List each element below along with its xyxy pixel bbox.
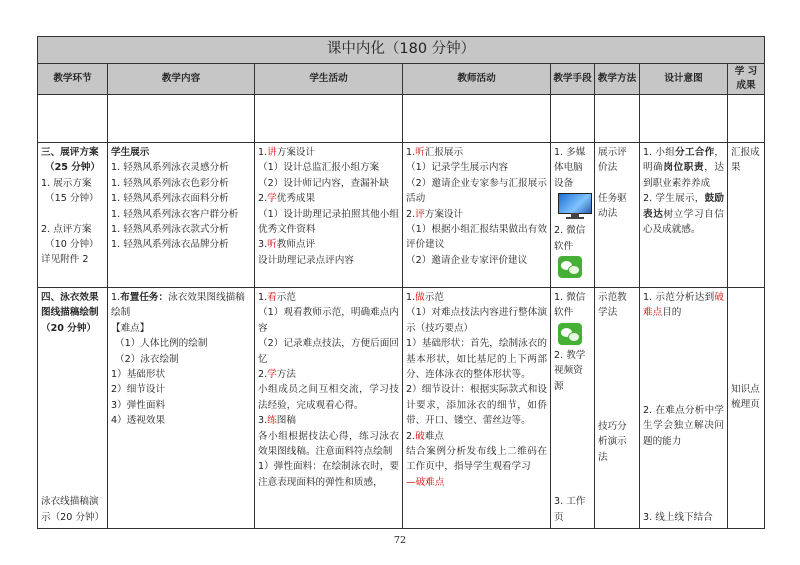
page-number: 72 bbox=[393, 535, 407, 546]
means-text: 1. 微信软件 bbox=[554, 292, 586, 319]
lesson-plan-table bbox=[37, 36, 765, 529]
list-item: 1. 轻熟风系列泳衣品牌分析 bbox=[111, 239, 229, 251]
table-row bbox=[38, 288, 765, 529]
activity-line: （1）设计助理记录拍照其他小组优秀文件资料 bbox=[258, 208, 399, 236]
means-cell bbox=[551, 143, 595, 288]
activity-line: （2）邀请企业专家评价建议 bbox=[406, 254, 528, 266]
result-cell bbox=[728, 143, 765, 288]
activity-line: （2）记录难点技法，方便后面回忆 bbox=[258, 338, 399, 365]
keyword: 听 bbox=[267, 239, 277, 251]
header-method: 教学方法 bbox=[595, 64, 640, 95]
header-stage: 教学环节 bbox=[38, 64, 108, 95]
activity-line: （1）设计总监汇报小组方案 bbox=[258, 162, 380, 174]
list-item: 4）透视效果 bbox=[111, 415, 166, 427]
teacher-cell: 1.做示范 （1）对难点技法内容进行整体演示（技巧要点） 1）基础形状：首先，绘制泳衣的基本形状，如比基尼的上下两部分、连体泳衣的整体形状等。 2）细节设计：根据实际款式和设计要求，添加泳衣的细节，如侨带、开口、镂空、蕾丝边等。 2.破难点 结合案例分析发布线上二维码在工作页中，指导学生观看学习 —破难点 bbox=[403, 288, 551, 529]
method-text: 技巧分析演示法 bbox=[598, 420, 627, 463]
keyword: 评 bbox=[415, 208, 425, 220]
title-row bbox=[38, 37, 765, 64]
stage-cell bbox=[38, 288, 108, 529]
activity-line: 设计助理记录点评内容 bbox=[258, 254, 354, 266]
stage-line: （10 分钟） bbox=[45, 239, 99, 251]
list-item: 1. 轻熟风系列泳衣款式分析 bbox=[111, 224, 229, 236]
keyword: 讲 bbox=[267, 147, 277, 158]
list-item: 1. 轻熟风系列泳衣色彩分析 bbox=[111, 177, 229, 189]
keyword: 做 bbox=[415, 292, 425, 303]
activity-line: （2）邀请企业专家参与汇报展示活动 bbox=[406, 177, 547, 205]
intent-cell: 1. 示范分析达到破难点目的 2. 在难点分析中学生学会独立解决问题的能力 3. 线上线下结合 bbox=[640, 288, 728, 529]
method-cell bbox=[595, 288, 640, 529]
teacher-cell: 1.听汇报展示 （1）记录学生展示内容 （2）邀请企业专家参与汇报展示活动 2.评方案设计 （1）根据小组汇报结果做出有效评价建议 （2）邀请企业专家评价建议 bbox=[403, 143, 551, 288]
method-text: 示范教学法 bbox=[598, 292, 627, 319]
keyword: 练 bbox=[267, 415, 277, 427]
stage-line: 详见附件 2 bbox=[41, 254, 89, 266]
header-intent: 设计意图 bbox=[640, 64, 728, 95]
keyword: 破 bbox=[415, 430, 425, 442]
stage-line: 泳衣线描稿演示（20 分钟） bbox=[41, 496, 105, 523]
means-text: 2. 教学视频资源 bbox=[554, 349, 586, 392]
activity-line: （1）根据小组汇报结果做出有效评价建议 bbox=[406, 224, 547, 251]
intent-text: 3. 线上线下结合 bbox=[643, 511, 713, 523]
activity-line: （1）对难点技法内容进行整体演示（技巧要点） bbox=[406, 307, 547, 334]
blank-row bbox=[38, 95, 765, 143]
wechat-icon bbox=[558, 256, 582, 278]
header-result: 学 习成果 bbox=[728, 64, 765, 95]
keyword: 学 bbox=[267, 369, 277, 381]
header-teacher: 教师活动 bbox=[403, 64, 551, 95]
method-cell bbox=[595, 143, 640, 288]
intent-cell: 1. 小组分工合作，明确岗位职责，达到职业素养养成 2. 学生展示，鼓励表达树立学习自信心及成就感。 bbox=[640, 143, 728, 288]
list-item: 1. 轻熟风系列泳衣灵感分析 bbox=[111, 162, 229, 174]
stage-cell bbox=[38, 143, 108, 288]
method-text: 展示评价法 bbox=[598, 147, 627, 174]
stage-line: 2. 点评方案 bbox=[41, 223, 92, 235]
list-item: 2）细节设计 bbox=[111, 384, 166, 396]
keyword: 学 bbox=[267, 193, 277, 205]
list-item: 3）弹性面料 bbox=[111, 399, 166, 411]
activity-line: 2）细节设计：根据实际款式和设计要求，添加泳衣的细节，如侨带、开口、镂空、蕾丝边等。 bbox=[406, 384, 547, 427]
header-means: 教学手段 bbox=[551, 64, 595, 95]
table-title: 课中内化（180 分钟） bbox=[38, 37, 765, 64]
result-text: 知识点梳理页 bbox=[731, 384, 760, 411]
computer-monitor-icon bbox=[558, 193, 592, 219]
activity-line: 1）基础形状：首先，绘制泳衣的基本形状，如比基尼的上下两部分、连体泳衣的整体形状等。 bbox=[406, 338, 547, 381]
student-cell: 1.讲方案设计 （1）设计总监汇报小组方案 （2）设计师记内容，查漏补缺 2.学优秀成果 （1）设计助理记录拍照其他小组优秀文件资料 3.听教师点评 设计助理记录点评内容 bbox=[255, 143, 403, 288]
list-item: 1. 轻熟风系列泳衣面料分析 bbox=[111, 193, 229, 205]
stage-line: （15 分钟） bbox=[45, 193, 99, 205]
content-title: 学生展示 bbox=[111, 147, 150, 158]
activity-line: —破难点 bbox=[406, 476, 445, 488]
result-text: 汇报成果 bbox=[731, 147, 760, 174]
stage-duration: （25 分钟） bbox=[45, 162, 101, 174]
stage-title: 三、展评方案 bbox=[41, 147, 99, 158]
list-item: 1. 轻熟风系列泳衣客户群分析 bbox=[111, 208, 239, 220]
activity-line: 结合案例分析发布线上二维码在工作页中，指导学生观看学习 bbox=[406, 446, 547, 473]
activity-line: 小组成员之间互相交流，学习技法经验，完成观看心得。 bbox=[258, 384, 399, 411]
list-item: （1）人体比例的绘制 bbox=[115, 338, 208, 350]
keyword: 看 bbox=[267, 292, 277, 303]
method-text: 任务驱动法 bbox=[598, 192, 627, 220]
student-cell: 1.看示范 （1）观看教师示范，明确难点内容 （2）记录难点技法，方便后面回忆 2.学方法 小组成员之间互相交流，学习技法经验，完成观看心得。 3.练图稿 各小组根据技法心得，练习泳衣效果图线稿。注意面料符点绘制 1）弹性面料：在绘制泳衣时，要注意表现面料的弹性和质感， bbox=[255, 288, 403, 529]
wechat-icon bbox=[558, 323, 582, 345]
content-cell bbox=[108, 143, 255, 288]
activity-line: （2）设计师记内容，查漏补缺 bbox=[258, 177, 389, 189]
header-content: 教学内容 bbox=[108, 64, 255, 95]
keyword: 破难点 bbox=[643, 292, 724, 319]
activity-line: （1）记录学生展示内容 bbox=[406, 162, 509, 174]
result-cell bbox=[728, 288, 765, 529]
list-item: （2）泳衣绘制 bbox=[115, 353, 179, 365]
list-item: 1）基础形状 bbox=[111, 369, 166, 381]
means-text: 2. 微信软件 bbox=[554, 225, 586, 252]
activity-line: （1）观看教师示范，明确难点内容 bbox=[258, 307, 399, 334]
content-tag: 【难点】 bbox=[111, 322, 150, 334]
stage-title: 四、泳衣效果图线描稿绘制（20 分钟） bbox=[41, 292, 99, 334]
keyword: 听 bbox=[415, 147, 425, 158]
activity-line: 各小组根据技法心得，练习泳衣效果图线稿。注意面料符点绘制 bbox=[258, 430, 399, 458]
activity-line: 1）弹性面料：在绘制泳衣时，要注意表现面料的弹性和质感， bbox=[258, 461, 399, 488]
table-row bbox=[38, 143, 765, 288]
means-text: 1. 多媒体电脑设备 bbox=[554, 147, 586, 189]
stage-line: 1. 展示方案 bbox=[41, 177, 92, 189]
header-row bbox=[38, 64, 765, 95]
content-cell: 1.布置任务：泳衣效果图线描稿绘制 【难点】 （1）人体比例的绘制 （2）泳衣绘制 1）基础形状 2）细节设计 3）弹性面料 4）透视效果 bbox=[108, 288, 255, 529]
means-cell bbox=[551, 288, 595, 529]
intent-text: 2. 在难点分析中学生学会独立解决问题的能力 bbox=[643, 404, 724, 447]
header-student: 学生活动 bbox=[255, 64, 403, 95]
means-text: 3. 工作页 bbox=[554, 496, 586, 523]
